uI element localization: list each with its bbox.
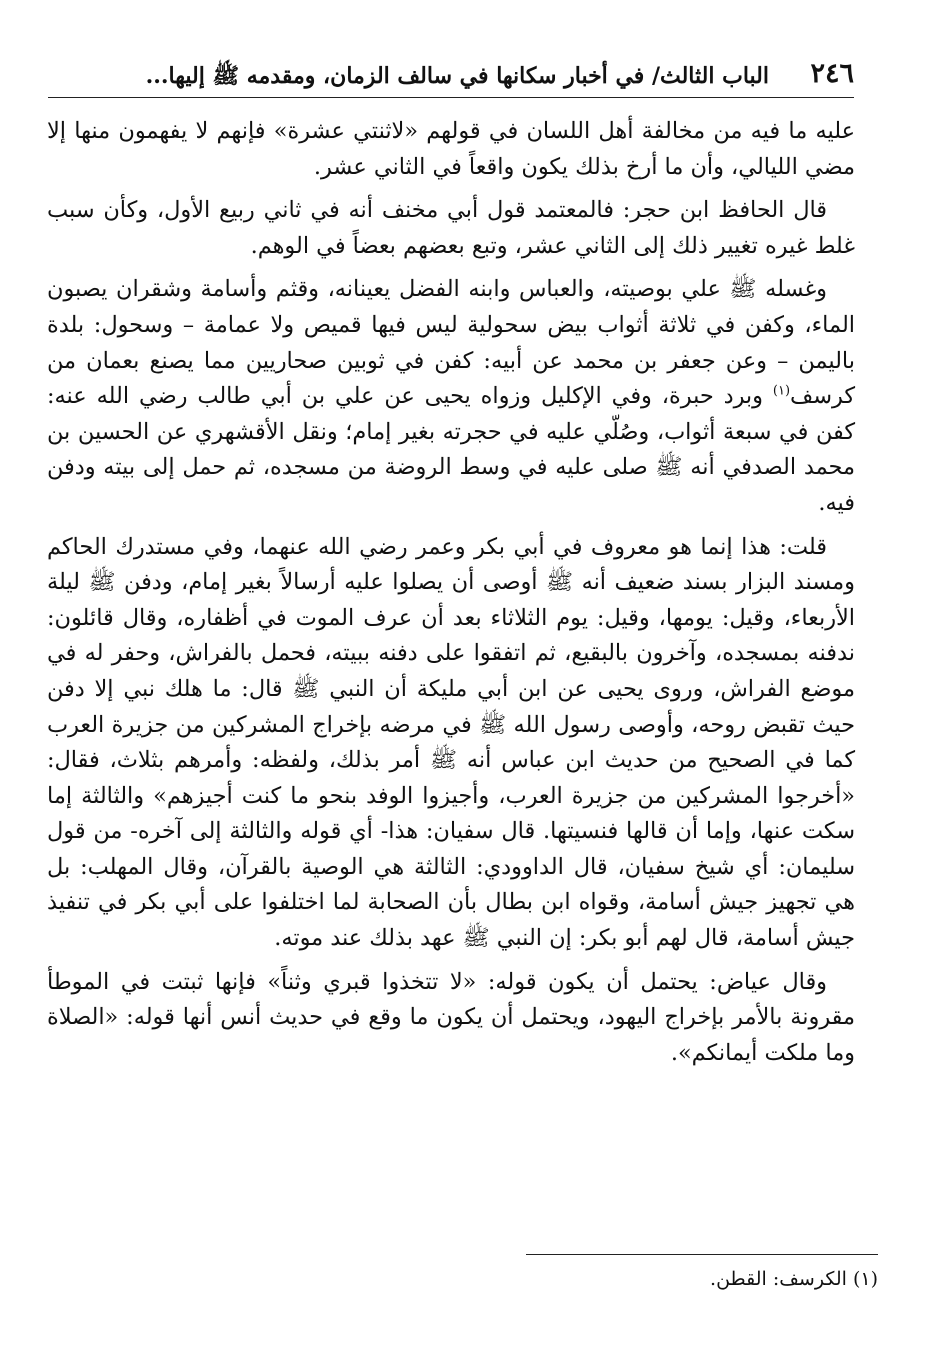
main-text: [47, 114, 855, 1071]
footnote-marker: (١): [852, 1268, 878, 1290]
footnote-text: الكرسف: القطن.: [710, 1268, 847, 1290]
paragraph-3: [47, 272, 855, 521]
paragraph-2: قال الحافظ ابن حجر: فالمعتمد قول أبي مخنف أنه في ثاني ربيع الأول، وكأن سبب غلط غيره تغيير ذلك إلى الثاني عشر، وتبع بعضهم بعضاً في الوهم.: [47, 197, 855, 259]
paragraph-1: عليه ما فيه من مخالفة أهل اللسان في قولهم «لاثنتي عشرة» فإنهم لا يفهمون منها إلا مضي الليالي، وأن ما أرخ بذلك يكون واقعاً في الثاني عشر.: [47, 118, 855, 180]
page-number: ٢٤٦: [810, 58, 854, 89]
running-title: الباب الثالث/ في أخبار سكانها في سالف الزمان، ومقدمه ﷺ إليها...: [145, 63, 769, 89]
paragraph-3-text-a: وغسله ﷺ علي بوصيته، والعباس وابنه الفضل يعينانه، وقثم وأسامة وشقران يصبون الماء، وكفن في ثلاثة أثواب بيض سحولية ليس فيها قميص ولا عمامة – وسحول: بلدة باليمن – وعن جعفر بن محمد عن أبيه: كفن في ثوبين صحاريين مما يصنع بعمان من كرسف: [47, 276, 855, 410]
header-rule: [48, 97, 854, 98]
page-header: [48, 52, 854, 98]
paragraph-4: قلت: هذا إنما هو معروف في أبي بكر وعمر رضي الله عنهما، وفي مستدرك الحاكم ومسند البزار بسند ضعيف أنه ﷺ أوصى أن يصلوا عليه أرسالاً بغير إمام، ودفن ﷺ ليلة الأربعاء، وقيل: يومها، وقيل: يوم الثلاثاء بعد أن عرف الموت في أظفاره، وقال قائلون: ندفنه بمسجده، وآخرون بالبقيع، ثم اتفقوا على دفنه ببيته، فحمل بالفراش، وحفر له في موضع الفراش، وروى يحيى عن ابن أبي مليكة أن النبي ﷺ قال: ما هلك نبي إلا دفن حيث تقبض روحه، وأوصى رسول الله ﷺ في مرضه بإخراج المشركين من جزيرة العرب كما في الصحيح من حديث ابن عباس أنه ﷺ أمر بذلك، ولفظه: وأمرهم بثلاث، فقال: «أخرجوا المشركين من جزيرة العرب، وأجيزوا الوفد بنحو ما كنت أجيزهم» والثالثة إما سكت عنها، وإما أن قالها فنسيتها. قال سفيان: هذا- أي قوله والثالثة إلى آخره- من قول سليمان: أي شيخ سفيان، قال الداوودي: الثالثة هي الوصية بالقرآن، وقال المهلب: بل هي تجهيز جيش أسامة، وقواه ابن بطال بأن الصحابة لما اختلفوا على أبي بكر في تنفيذ جيش أسامة، قال لهم أبو بكر: إن النبي ﷺ عهد بذلك عند موته.: [47, 533, 856, 952]
footnote-rule: [526, 1254, 878, 1255]
footnote: [710, 1268, 878, 1290]
footnote-reference: (١): [772, 383, 791, 399]
paragraph-5: وقال عياض: يحتمل أن يكون قوله: «لا تتخذوا قبري وثناً» فإنها ثبتت في الموطأ مقرونة بالأمر بإخراج اليهود، ويحتمل أن يكون ما وقع في حديث أنس أنها قوله: «الصلاة وما ملكت أيمانكم».: [47, 968, 855, 1066]
paragraph-3-text-b: وبرد حبرة، وفي الإكليل وزواه يحيى عن علي بن أبي طالب رضي الله عنه: كفن في سبعة أثواب، وصُلّي عليه في حجرته بغير إمام؛ ونقل الأقشهري عن الحسين بن محمد الصدفي أنه ﷺ صلى عليه في وسط الروضة من مسجده، ثم حمل إلى بيته ودفن فيه.: [47, 383, 855, 516]
